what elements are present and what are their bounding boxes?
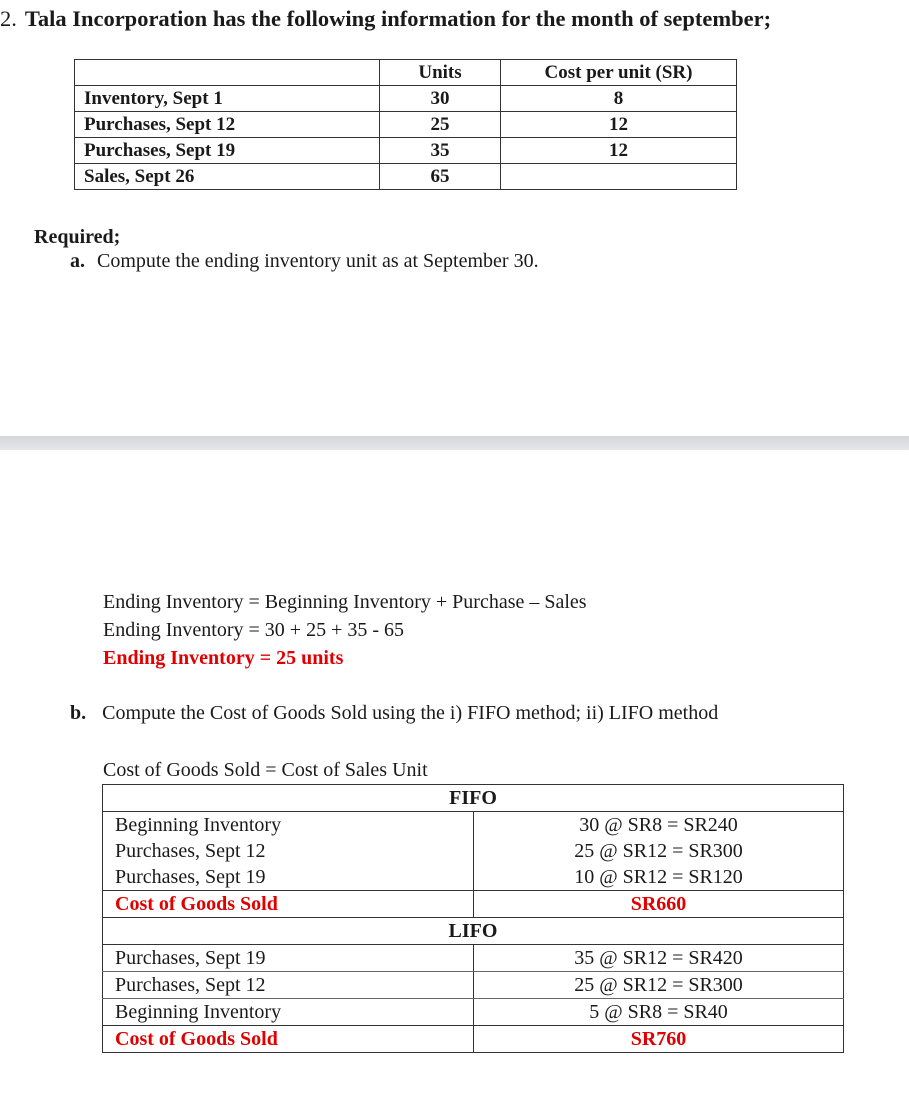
fifo-row-calc: 25 @ SR12 = SR300 bbox=[474, 838, 844, 864]
required-b-marker: b. bbox=[70, 702, 87, 724]
info-row-units: 30 bbox=[380, 86, 501, 112]
fifo-row-label: Purchases, Sept 19 bbox=[103, 864, 474, 891]
lifo-row-calc: 25 @ SR12 = SR300 bbox=[474, 972, 844, 999]
lifo-total-row bbox=[103, 1026, 844, 1053]
fifo-row bbox=[103, 838, 844, 864]
question-title bbox=[0, 6, 771, 32]
info-row-cost: 8 bbox=[501, 86, 737, 112]
info-header-units: Units bbox=[380, 60, 501, 86]
info-table bbox=[74, 59, 737, 190]
lifo-row bbox=[103, 999, 844, 1026]
info-row bbox=[75, 112, 737, 138]
info-row-label: Sales, Sept 26 bbox=[75, 164, 380, 190]
lifo-heading: LIFO bbox=[103, 918, 844, 945]
required-b bbox=[70, 702, 718, 725]
solution-a-line2: Ending Inventory = 30 + 25 + 35 - 65 bbox=[103, 619, 405, 641]
fifo-heading: FIFO bbox=[103, 785, 844, 812]
info-row-units: 35 bbox=[380, 138, 501, 164]
lifo-row-label: Beginning Inventory bbox=[103, 999, 474, 1026]
fifo-row-label: Beginning Inventory bbox=[103, 812, 474, 839]
required-heading: Required; bbox=[34, 226, 121, 248]
fifo-row-calc: 10 @ SR12 = SR120 bbox=[474, 864, 844, 891]
fifo-total-value: SR660 bbox=[474, 891, 844, 918]
info-table-header bbox=[75, 60, 737, 86]
info-row-label: Inventory, Sept 1 bbox=[75, 86, 380, 112]
cogs-table bbox=[102, 784, 844, 1053]
lifo-row bbox=[103, 945, 844, 972]
fifo-heading-row bbox=[103, 785, 844, 812]
required-a-marker: a. bbox=[70, 250, 85, 272]
required-a-text: Compute the ending inventory unit as at September 30. bbox=[97, 250, 539, 272]
cogs-formula: Cost of Goods Sold = Cost of Sales Unit bbox=[103, 759, 428, 781]
info-row-cost bbox=[501, 164, 737, 190]
solution-a-answer: Ending Inventory = 25 units bbox=[103, 647, 344, 669]
info-row-label: Purchases, Sept 19 bbox=[75, 138, 380, 164]
lifo-total-label: Cost of Goods Sold bbox=[103, 1026, 474, 1053]
fifo-row-calc: 30 @ SR8 = SR240 bbox=[474, 812, 844, 839]
page-divider bbox=[0, 436, 909, 450]
question-text: Tala Incorporation has the following information for the month of september; bbox=[24, 6, 772, 31]
lifo-row-calc: 35 @ SR12 = SR420 bbox=[474, 945, 844, 972]
fifo-row bbox=[103, 864, 844, 891]
info-row bbox=[75, 86, 737, 112]
lifo-row-label: Purchases, Sept 12 bbox=[103, 972, 474, 999]
lifo-heading-row bbox=[103, 918, 844, 945]
required-a bbox=[70, 250, 539, 273]
info-row-units: 65 bbox=[380, 164, 501, 190]
fifo-row bbox=[103, 812, 844, 839]
info-row-cost: 12 bbox=[501, 112, 737, 138]
info-row-units: 25 bbox=[380, 112, 501, 138]
info-header-blank bbox=[75, 60, 380, 86]
info-row bbox=[75, 138, 737, 164]
lifo-row bbox=[103, 972, 844, 999]
required-b-text: Compute the Cost of Goods Sold using the i) FIFO method; ii) LIFO method bbox=[102, 702, 719, 724]
question-number: 2. bbox=[0, 6, 17, 31]
info-row bbox=[75, 164, 737, 190]
fifo-total-label: Cost of Goods Sold bbox=[103, 891, 474, 918]
fifo-total-row bbox=[103, 891, 844, 918]
fifo-row-label: Purchases, Sept 12 bbox=[103, 838, 474, 864]
lifo-row-calc: 5 @ SR8 = SR40 bbox=[474, 999, 844, 1026]
info-row-cost: 12 bbox=[501, 138, 737, 164]
info-header-cost: Cost per unit (SR) bbox=[501, 60, 737, 86]
lifo-total-value: SR760 bbox=[474, 1026, 844, 1053]
lifo-row-label: Purchases, Sept 19 bbox=[103, 945, 474, 972]
info-row-label: Purchases, Sept 12 bbox=[75, 112, 380, 138]
solution-a-line1: Ending Inventory = Beginning Inventory + Purchase – Sales bbox=[103, 591, 587, 613]
